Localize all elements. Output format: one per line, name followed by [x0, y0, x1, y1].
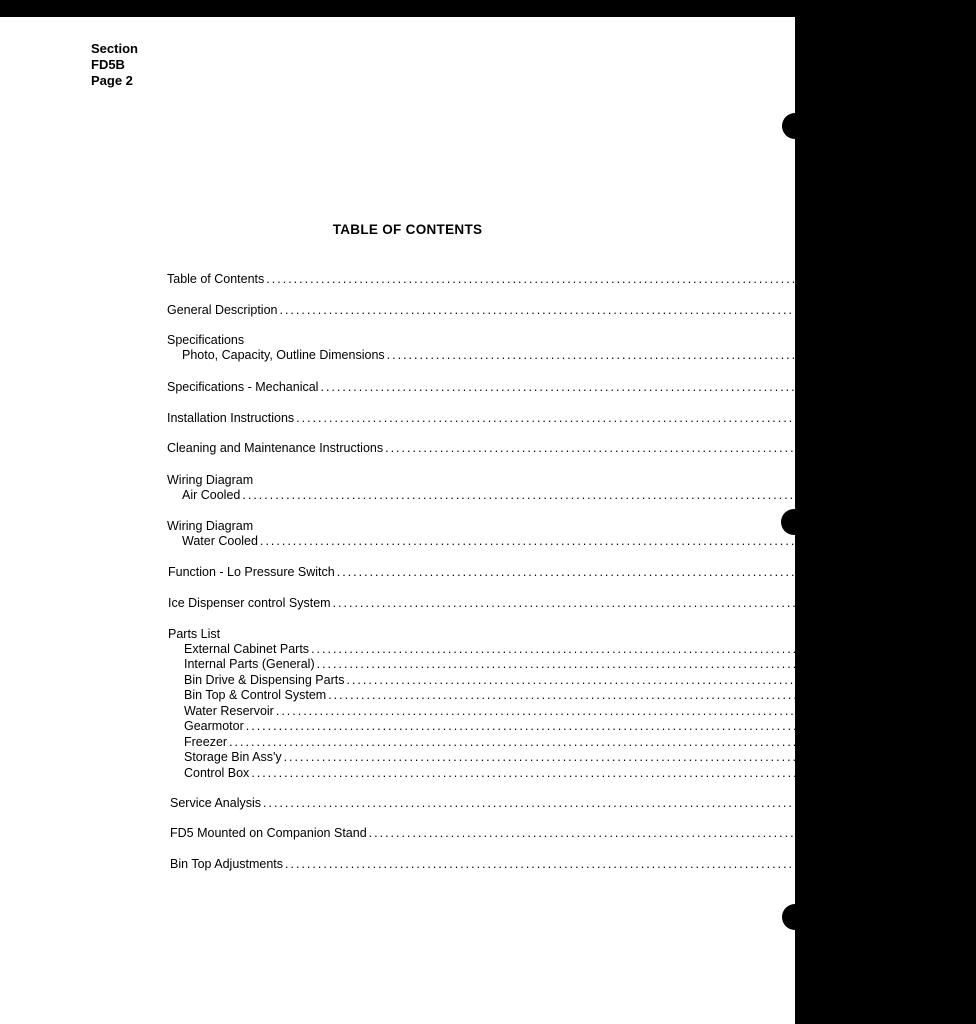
toc-entry-label: Gearmotor	[184, 719, 244, 733]
toc-entry-label: Freezer	[184, 735, 228, 749]
dot-leader: ........................................................................................................	[385, 441, 955, 455]
toc-entry-page: 18	[917, 673, 932, 687]
section-label: Section	[91, 41, 138, 56]
toc-entry-page: 11	[813, 488, 827, 502]
toc-entry-page: 14	[903, 596, 918, 610]
page-label: Page 2	[91, 73, 133, 88]
toc-heading-parts-list: Parts List	[168, 627, 221, 641]
toc-entry	[170, 826, 954, 841]
toc-entry-page: 23	[854, 750, 869, 764]
toc-entry-label: Installation Instructions	[167, 411, 295, 425]
dot-leader: ........................................................................................................	[332, 596, 902, 610]
toc-entry	[167, 303, 858, 318]
toc-entry-page: 2	[837, 272, 845, 286]
dot-leader: ........................................................................................................	[283, 750, 853, 764]
toc-entry-page: 22	[800, 735, 815, 749]
toc-entry	[170, 857, 871, 872]
dot-leader: ........................................................................................................	[386, 348, 956, 362]
toc-entry-label: Service Analysis	[170, 796, 262, 810]
dot-leader: ........................................................................................................	[285, 857, 855, 871]
toc-entry-label: FD5 Mounted on Companion Stand	[170, 826, 367, 840]
dot-leader: ........................................................................................................	[259, 534, 830, 548]
toc-heading-wiring-diagram: Wiring Diagram	[167, 519, 254, 533]
section-code: FD5B	[91, 57, 125, 72]
toc-heading-wiring-diagram: Wiring Diagram	[167, 473, 254, 487]
dot-leader: ........................................................................................................	[320, 380, 890, 394]
toc-entry	[184, 766, 837, 781]
toc-entry-page: 28	[939, 826, 954, 840]
binder-hole-middle	[781, 509, 807, 535]
toc-entry-label: Photo, Capacity, Outline Dimensions	[182, 348, 385, 362]
dot-leader: ........................................................................................................	[263, 796, 833, 810]
toc-entry	[184, 735, 815, 750]
toc-entry	[182, 348, 976, 363]
toc-entry	[184, 719, 831, 734]
toc-entry	[168, 565, 922, 580]
toc-entry-label: Function - Lo Pressure Switch	[168, 565, 335, 579]
dot-leader: ........................................................................................................	[229, 735, 799, 749]
toc-entry	[167, 411, 897, 426]
dot-leader: ........................................................................................................	[296, 411, 866, 425]
toc-entry-label: Control Box	[184, 766, 250, 780]
toc-heading-specifications: Specifications	[167, 333, 245, 347]
toc-entry	[184, 688, 914, 703]
toc-entry-page: 15	[882, 642, 897, 656]
toc-entry-label: General Description	[167, 303, 278, 317]
toc-entry-label: Internal Parts (General)	[184, 657, 315, 671]
toc-entry-page: 7-8-9	[867, 411, 897, 425]
toc-entry	[167, 380, 899, 395]
toc-entry-page: 12	[831, 534, 846, 548]
toc-entry	[168, 596, 918, 611]
toc-entry-label: Bin Top & Control System	[184, 688, 327, 702]
toc-entry-page: 13	[907, 565, 922, 579]
dot-leader: ........................................................................................................	[266, 272, 836, 286]
toc-entry-page: 29	[856, 857, 871, 871]
toc-entry-page: 4-5	[957, 348, 976, 362]
toc-entry-label: Specifications - Mechanical	[167, 380, 319, 394]
dot-leader: ........................................................................................................	[279, 303, 849, 317]
dot-leader: ........................................................................................................	[346, 673, 916, 687]
section-header	[91, 41, 138, 89]
toc-entry	[184, 750, 869, 765]
toc-entry-page: 20	[847, 704, 861, 718]
toc-entry-label: Bin Top Adjustments	[170, 857, 284, 871]
dot-leader: ........................................................................................................	[316, 657, 886, 671]
toc-entry-label: Air Cooled	[182, 488, 241, 502]
toc-entry-label: Storage Bin Ass'y	[184, 750, 282, 764]
dot-leader: ........................................................................................................	[251, 766, 821, 780]
toc-entry-page: 19	[899, 688, 914, 702]
toc-entry-page: 25-27	[834, 796, 867, 810]
dot-leader: ........................................................................................................	[328, 688, 898, 702]
toc-entry	[167, 441, 971, 456]
toc-entry-label: Ice Dispenser control System	[168, 596, 331, 610]
toc-entry-label: Cleaning and Maintenance Instructions	[167, 441, 384, 455]
toc-title: TABLE OF CONTENTS	[332, 222, 483, 237]
dot-leader: ........................................................................................................	[336, 565, 906, 579]
toc-entry-page: 3	[850, 303, 858, 317]
toc-entry-label: Water Cooled	[182, 534, 258, 548]
toc-entry-page: 24	[822, 766, 837, 780]
dot-leader: ........................................................................................................	[245, 719, 815, 733]
toc-entry	[167, 272, 845, 287]
binder-hole-top	[782, 113, 808, 139]
toc-entry-page: 21	[816, 719, 831, 733]
toc-entry	[184, 673, 932, 688]
toc-entry-page: 16-17	[887, 657, 920, 671]
document-page	[0, 17, 795, 1024]
toc-entry	[170, 796, 867, 811]
binder-hole-bottom	[782, 904, 808, 930]
dot-leader: ........................................................................................................	[242, 488, 812, 502]
toc-entry-label: Table of Contents	[167, 272, 265, 286]
toc-entry	[184, 704, 861, 719]
toc-entry	[184, 642, 897, 657]
toc-entry-label: Water Reservoir	[184, 704, 274, 718]
toc-entry-page: 6	[891, 380, 899, 394]
toc-entry	[184, 657, 920, 672]
dot-leader: ........................................................................................................	[311, 642, 881, 656]
toc-entry-label: External Cabinet Parts	[184, 642, 310, 656]
toc-entry	[182, 488, 827, 503]
toc-entry	[182, 534, 846, 549]
dot-leader: ........................................................................................................	[368, 826, 938, 840]
toc-entry-label: Bin Drive & Dispensing Parts	[184, 673, 345, 687]
toc-entry-page: 10	[956, 441, 971, 455]
dot-leader: ........................................................................................................	[275, 704, 846, 718]
